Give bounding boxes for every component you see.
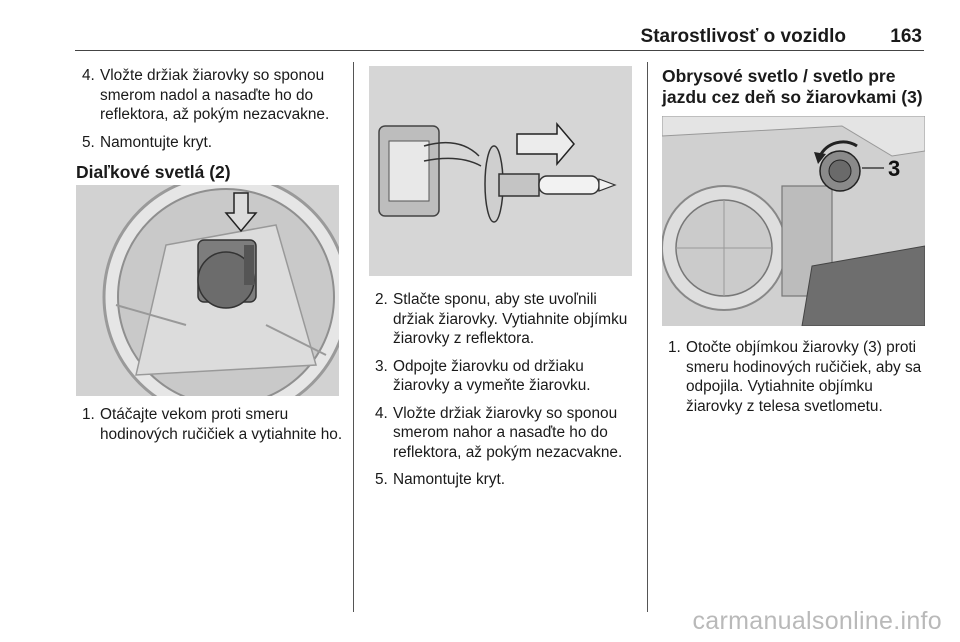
- page-number: 163: [890, 26, 922, 47]
- position-light-illustration: [662, 116, 925, 326]
- step-number: 3.: [375, 357, 388, 375]
- step-text: Namontujte kryt.: [100, 133, 213, 151]
- list-item: [369, 357, 639, 396]
- step-text: Otočte objímkou žiarovky (3) proti smeru hodinových ručičiek, aby sa odpojila. Vytiahnite objímku žiarovky z telesa svetlometu.: [686, 339, 922, 415]
- step-number: 4.: [82, 67, 95, 84]
- figure-high-beam-cover: [76, 185, 339, 396]
- column-divider-2: [647, 62, 648, 612]
- list-item: [369, 470, 639, 490]
- section-title: Starostlivosť o vozidlo: [640, 26, 846, 47]
- step-text: Odpojte žiarovku od držiaku žiarovky a vymeňte žiarovku.: [393, 357, 591, 394]
- column-1: [76, 66, 344, 197]
- watermark: carmanualsonline.info: [692, 607, 942, 635]
- step-number: 1.: [668, 339, 681, 356]
- step-number: 4.: [375, 404, 388, 422]
- list-item: [369, 290, 639, 349]
- list-item: [76, 133, 344, 153]
- step-number: 5.: [375, 471, 388, 488]
- step-number: 5.: [82, 133, 95, 151]
- section-heading: Diaľkové svetlá (2): [76, 162, 231, 182]
- column-3-lower: [662, 338, 932, 424]
- bulb-holder-illustration: [369, 66, 632, 276]
- headlamp-cover-illustration: [76, 185, 339, 396]
- column-1-lower: [76, 405, 344, 452]
- step-number: 1.: [82, 406, 95, 423]
- step-text: Stlačte sponu, aby ste uvoľnili držiak žiarovky. Vytiahnite objímku žiarovky z reflektora.: [393, 291, 628, 347]
- step-text: Namontujte kryt.: [393, 471, 506, 488]
- list-item: [662, 338, 932, 416]
- figure-callout-label: 3: [888, 156, 901, 181]
- section-heading: Obrysové svetlo / svetlo pre jazdu cez deň so žiarovkami (3): [662, 66, 923, 107]
- list-item: [76, 66, 344, 125]
- figure-bulb-holder: [369, 66, 632, 276]
- column-3: [662, 66, 930, 122]
- step-text: Vložte držiak žiarovky so sponou smerom nadol a nasaďte ho do reflektora, až pokým nezacvakne.: [100, 67, 330, 123]
- figure-position-light: [662, 116, 925, 326]
- list-item: [369, 404, 639, 463]
- step-number: 2.: [375, 291, 388, 308]
- list-item: [76, 405, 344, 444]
- step-text: Vložte držiak žiarovky so sponou smerom nahor a nasaďte ho do reflektora, až pokým nezacvakne.: [393, 404, 623, 461]
- column-2: [369, 290, 639, 498]
- step-text: Otáčajte vekom proti smeru hodinových ručičiek a vytiahnite ho.: [100, 406, 343, 443]
- column-divider-1: [353, 62, 354, 612]
- page-header: [75, 22, 924, 51]
